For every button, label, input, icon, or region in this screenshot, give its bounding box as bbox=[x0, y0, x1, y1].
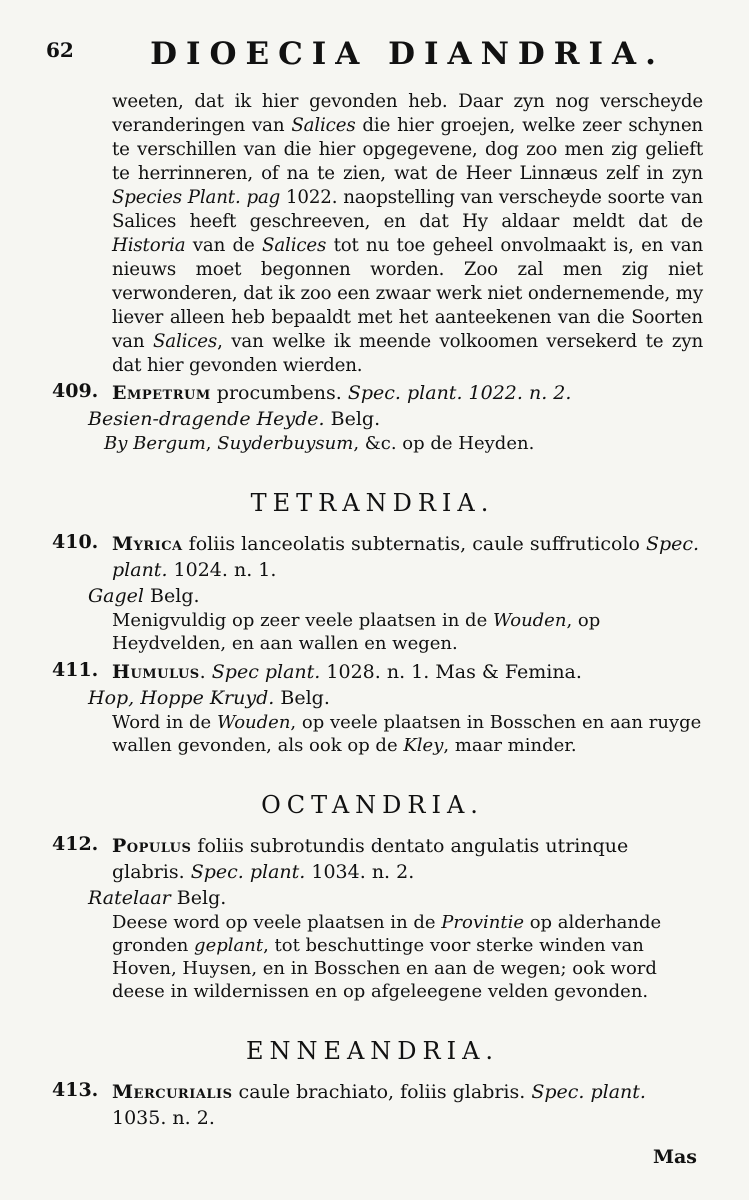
catchword: Mas bbox=[652, 1146, 697, 1168]
entry-number: 410. bbox=[52, 531, 99, 553]
section-heading-tetrandria: TETRANDRIA. bbox=[250, 489, 495, 517]
vernacular-name: Besien-dragende Heyde. Belg. bbox=[88, 408, 381, 430]
vernacular-name: Hop, Hoppe Kruyd. Belg. bbox=[88, 687, 330, 709]
locality: Word in de Wouden, op veele plaatsen in Bosschen en aan ruyge wallen gevonden, als ook op de Kley, maar minder. bbox=[112, 712, 702, 756]
entry-heading: Myrica foliis lanceolatis subternatis, caule suffruticolo Spec. plant. 1024. n. 1. bbox=[112, 533, 700, 581]
running-head: DIOECIA DIANDRIA. bbox=[150, 36, 665, 72]
entry-number: 409. bbox=[52, 380, 99, 402]
entry-heading: Empetrum procumbens. Spec. plant. 1022. n. 2. bbox=[112, 382, 572, 404]
entry-410 bbox=[52, 531, 703, 655]
section-heading-octandria: OCTANDRIA. bbox=[261, 791, 484, 819]
entry-heading: Humulus. Spec plant. 1028. n. 1. Mas & Femina. bbox=[112, 661, 582, 683]
page-number: 62 bbox=[46, 38, 74, 62]
entry-heading: Populus foliis subrotundis dentato angulatis utrinque glabris. Spec. plant. 1034. n. 2. bbox=[112, 835, 629, 883]
entry-409 bbox=[52, 380, 703, 455]
locality: Menigvuldig op zeer veele plaatsen in de Wouden, op Heydvelden, en aan wallen en wegen. bbox=[112, 610, 601, 654]
entry-number: 412. bbox=[52, 833, 99, 855]
entry-413 bbox=[52, 1079, 703, 1131]
entry-411 bbox=[52, 659, 703, 757]
locality: By Bergum, Suyderbuysum, &c. op de Heyden. bbox=[104, 433, 535, 454]
locality: Deese word op veele plaatsen in de Provintie op alderhande gronden geplant, tot beschuttinge voor sterke winden van Hoven, Huysen, en in Bosschen en aan de wegen; ook word deese in wildernissen en op afgeleegene velden gevonden. bbox=[112, 912, 662, 1002]
vernacular-name: Ratelaar Belg. bbox=[88, 887, 227, 909]
entry-number: 413. bbox=[52, 1079, 99, 1101]
entry-number: 411. bbox=[52, 659, 99, 681]
vernacular-name: Gagel Belg. bbox=[88, 585, 200, 607]
entry-heading: Mercurialis caule brachiato, foliis glabris. Spec. plant. 1035. n. 2. bbox=[112, 1081, 646, 1129]
entry-412 bbox=[52, 833, 703, 1003]
intro-paragraph: weeten, dat ik hier gevonden heb. Daar zyn nog verscheyde veranderingen van Salices die hier groejen, welke zeer schynen te verschillen van die hier opgegevene, dog zoo men zig gelieft te herrinneren, of na te zien, wat de Heer Linnæus zelf in zyn Species Plant. pag 1022. naopstelling van verscheyde soorte van Salices heeft geschreeven, en dat Hy aldaar meldt dat de Historia van de Salices tot nu toe geheel onvolmaakt is, en van nieuws moet begonnen worden. Zoo zal men zig niet verwonderen, dat ik zoo een zwaar werk niet ondernemende, my liever alleen heb bepaaldt met het aanteekenen van die Soorten van Salices, van welke ik meende volkoomen versekerd te zyn dat hier gevonden wierden. bbox=[112, 91, 704, 376]
section-heading-enneandria: ENNEANDRIA. bbox=[245, 1037, 500, 1065]
